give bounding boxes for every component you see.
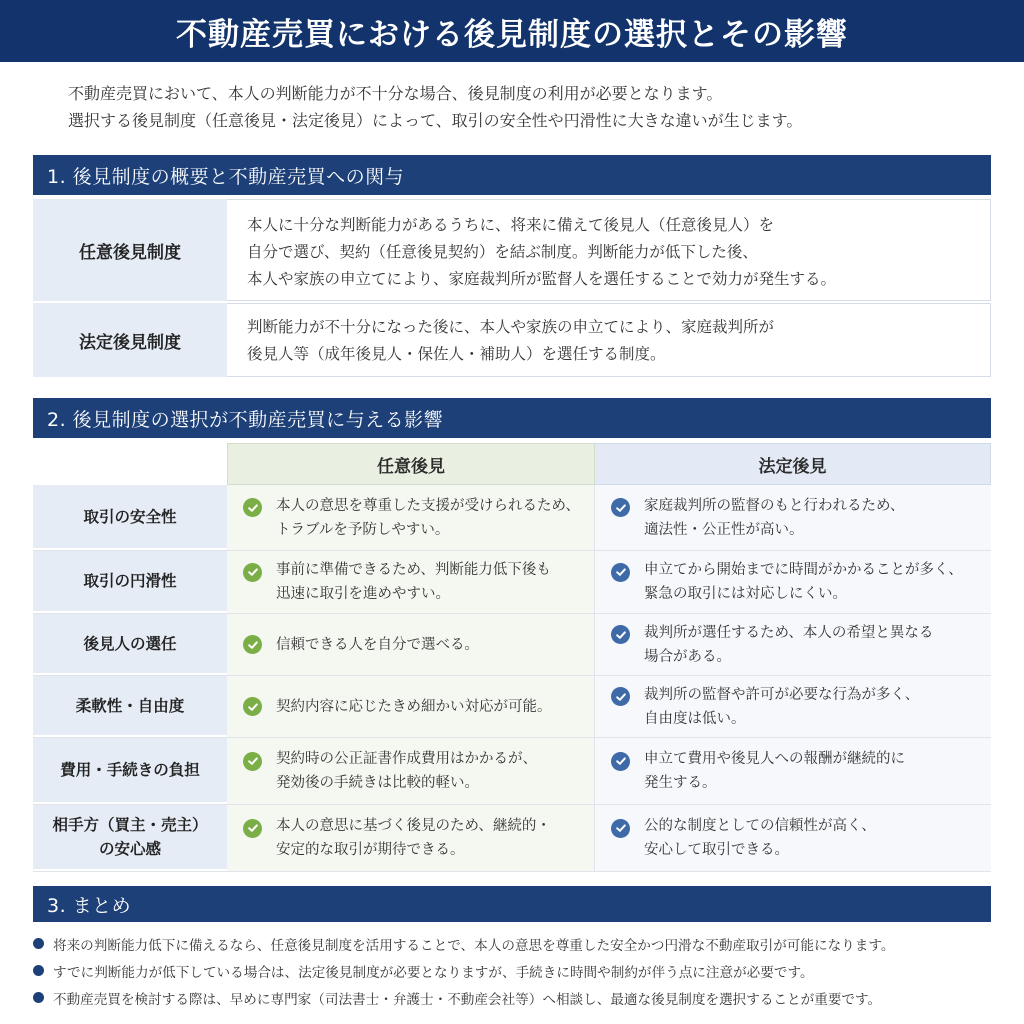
nini-cell [227,551,595,613]
bullet-dot-icon [33,938,44,949]
check-circle-icon [243,752,262,771]
text-line: 発生する。 [644,775,717,791]
row-label [33,614,227,675]
cell-text [644,747,979,795]
table-row [33,614,991,676]
page-title: 不動産売買における後見制度の選択とその影響 [0,0,1024,62]
cell-text [276,747,582,795]
text-line: 本人の意思を尊重した支援が受けられるため、 [276,497,580,514]
text-line: 自分で選び、契約（任意後見契約）を結ぶ制度。判断能力が低下した後、 [247,243,758,261]
label-line: 取引の安全性 [83,507,177,526]
bullet-dot-icon [33,965,44,976]
row-label [33,738,227,804]
comparison-table [33,443,991,872]
table-row [33,551,991,614]
check-circle-icon [611,819,630,838]
table-row [33,199,991,303]
text-line: トラブルを予防しやすい。 [276,521,450,538]
text-line: 家庭裁判所の監督のもと行われるため、 [644,497,905,514]
hotei-cell [595,738,991,804]
text-line: 適法性・公正性が高い。 [644,521,804,538]
text-line: 自由度は低い。 [644,710,746,727]
text-line: 本人や家族の申立てにより、家庭裁判所が監督人を選任することで効力が発生する。 [247,270,837,288]
cell-text [276,695,582,719]
check-circle-icon [611,687,630,706]
text-line: 公的な制度としての信頼性が高く、 [644,818,876,834]
list-item [33,984,993,1011]
cell-text [644,558,979,606]
section-1-heading: 1. 後見制度の概要と不動産売買への関与 [33,155,991,195]
hotei-cell [595,485,991,550]
check-circle-icon [243,819,262,838]
text-line: 裁判所が選任するため、本人の希望と異なる [644,624,934,641]
row-label: 法定後見制度 [33,303,227,377]
hotei-cell [595,805,991,871]
text-line: 申立て費用や後見人への報酬が継続的に [644,751,905,767]
check-circle-icon [243,498,262,517]
check-circle-icon [243,635,262,654]
nini-cell [227,614,595,675]
cell-text [644,621,979,669]
summary-list [33,930,993,1011]
text-line: 契約内容に応じたきめ細かい対応が可能。 [276,698,552,715]
row-label [33,676,227,737]
text-line: 場合がある。 [644,648,731,665]
row-label-text [60,758,200,782]
intro-line: 選択する後見制度（任意後見・法定後見）によって、取引の安全性や円滑性に大きな違いが生じます。 [68,111,803,130]
nini-cell [227,676,595,737]
text-line: 本人に十分な判断能力があるうちに、将来に備えて後見人（任意後見人）を [247,216,775,234]
check-circle-icon [611,625,630,644]
row-description [227,303,991,377]
text-line: 緊急の取引には対応しにくい。 [644,586,847,602]
bullet-dot-icon [33,992,44,1003]
list-item [33,957,993,984]
text-line: 安心して取引できる。 [644,842,789,858]
cell-text [644,494,979,542]
check-circle-icon [611,498,630,517]
table-row [33,738,991,805]
intro [68,80,968,134]
table-row [33,303,991,379]
summary-text: 不動産売買を検討する際は、早めに専門家（司法書士・弁護士・不動産会社等）へ相談し、最適な後見制度を選択することが重要です。 [53,991,882,1008]
label-line: 相手方（買主・売主） [52,816,208,834]
text-line: 迅速に取引を進めやすい。 [276,586,450,602]
intro-line: 不動産売買において、本人の判断能力が不十分な場合、後見制度の利用が必要となります。 [68,84,723,103]
summary-text: すでに判断能力が低下している場合は、法定後見制度が必要となりますが、手続きに時間や制約が伴う点に注意が必要です。 [53,964,814,981]
cell-text [644,814,979,862]
hotei-cell [595,551,991,613]
text-line: 判断能力が不十分になった後に、本人や家族の申立てにより、家庭裁判所が [247,318,775,336]
text-line: 契約時の公正証書作成費用はかかるが、 [276,751,537,767]
text-line: 事前に準備できるため、判断能力低下後も [276,562,551,578]
text-line: 信頼できる人を自分で選べる。 [276,636,479,653]
row-label-text [52,813,207,861]
list-item [33,930,993,957]
row-label-text [76,694,185,718]
table-body [33,485,991,872]
table-row [33,485,991,551]
cell-text [276,494,582,542]
column-header-hotei: 法定後見 [595,443,991,485]
check-circle-icon [243,563,262,582]
hotei-cell [595,676,991,737]
cell-text [276,814,582,862]
row-label [33,805,227,871]
overview-table [33,199,991,379]
row-label-text [83,632,176,656]
section-3-heading: 3. まとめ [33,886,991,922]
row-label: 任意後見制度 [33,199,227,301]
text-line: 安定的な取引が期待できる。 [276,842,465,858]
row-label [33,485,227,550]
row-label [33,551,227,613]
summary-text: 将来の判断能力低下に備えるなら、任意後見制度を活用することで、本人の意思を尊重した安全かつ円滑な不動産取引が可能になります。 [53,937,895,954]
section-2-heading: 2. 後見制度の選択が不動産売買に与える影響 [33,398,991,438]
cell-text [276,633,582,657]
text-line: 裁判所の監督や許可が必要な行為が多く、 [644,686,920,703]
row-label-text [83,505,176,529]
label-line: 後見人の選任 [83,634,177,653]
label-line: 費用・手続きの負担 [60,761,200,779]
column-header-nini: 任意後見 [227,443,595,485]
text-line: 申立てから開始までに時間がかかることが多く、 [644,562,963,578]
cell-text [276,558,582,606]
cell-text [644,683,979,731]
check-circle-icon [611,563,630,582]
check-circle-icon [611,752,630,771]
row-label-text [83,569,176,593]
nini-cell [227,485,595,550]
nini-cell [227,738,595,804]
table-header [33,443,991,485]
label-line: 柔軟性・自由度 [75,696,185,715]
header-blank [33,443,227,485]
text-line: 後見人等（成年後見人・保佐人・補助人）を選任する制度。 [247,345,666,363]
text-line: 本人の意思に基づく後見のため、継続的・ [276,818,551,834]
nini-cell [227,805,595,871]
text-line: 発効後の手続きは比較的軽い。 [276,775,479,791]
table-row [33,676,991,738]
hotei-cell [595,614,991,675]
row-description [227,199,991,301]
check-circle-icon [243,697,262,716]
table-row [33,805,991,872]
label-line: 取引の円滑性 [83,572,177,590]
label-line: の安心感 [98,840,161,858]
